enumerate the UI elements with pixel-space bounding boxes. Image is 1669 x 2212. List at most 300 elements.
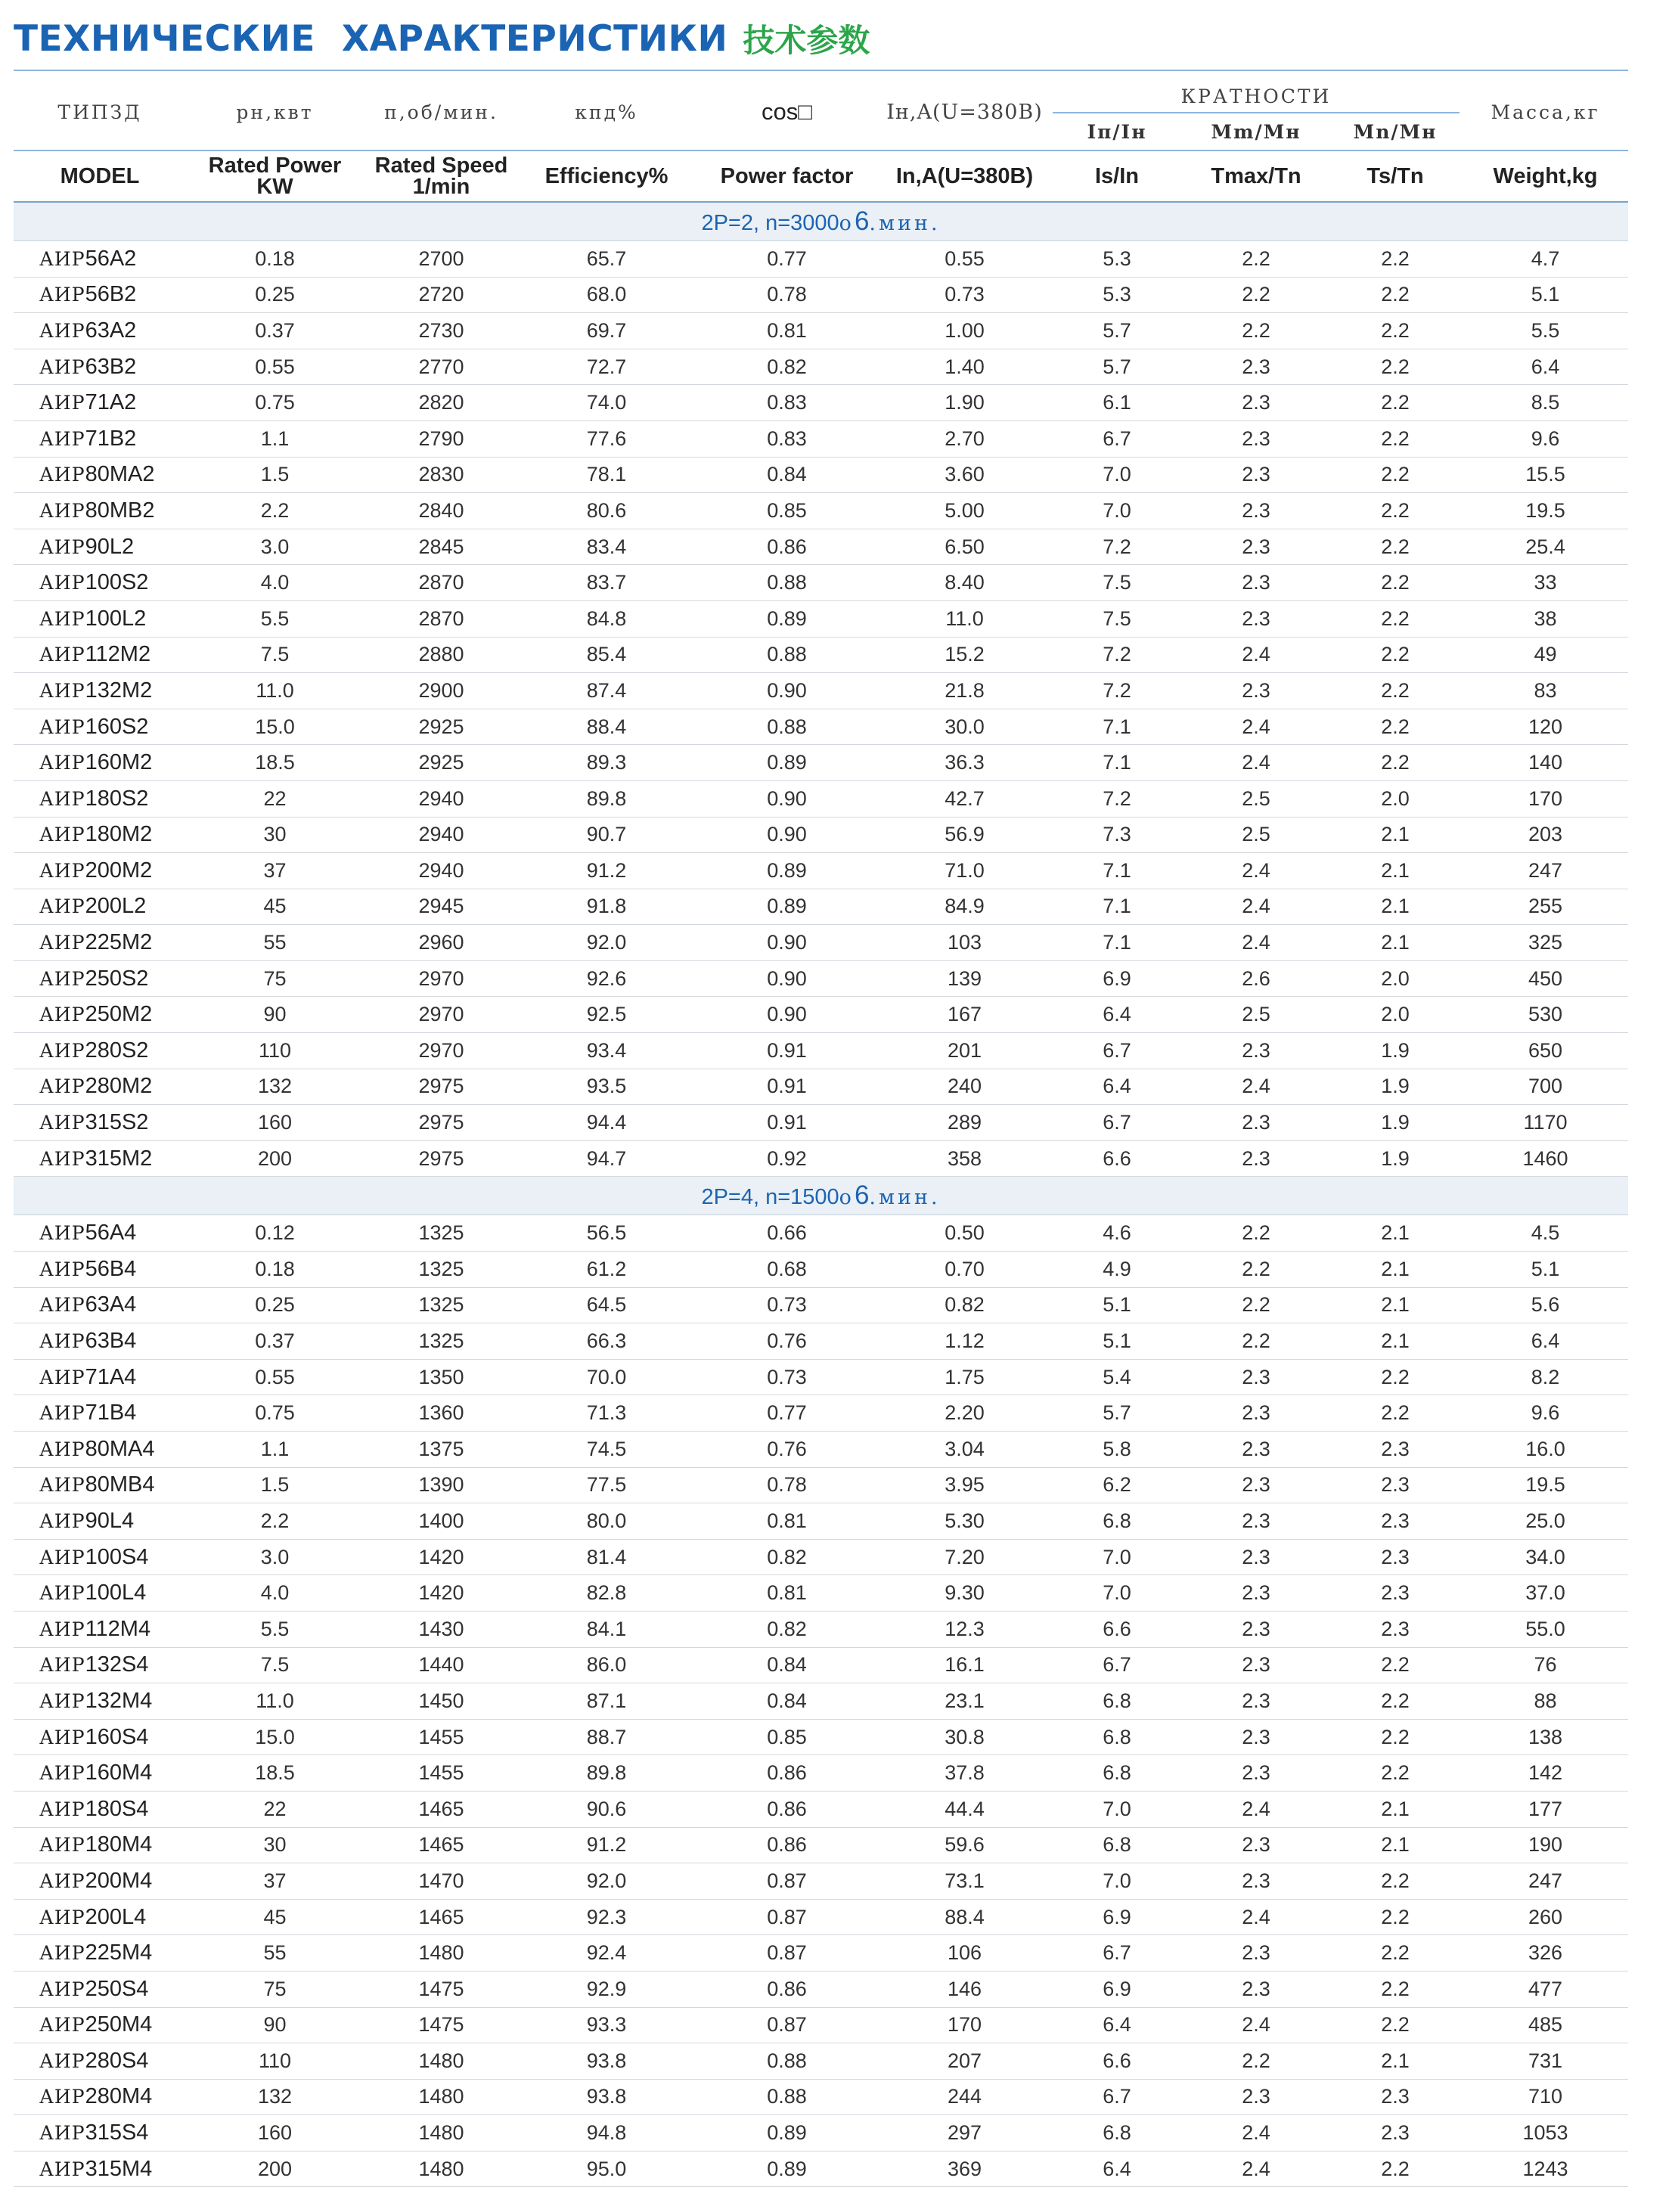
cell-current: 1.40 [879, 349, 1050, 385]
cell-weight: 6.4 [1463, 349, 1628, 385]
table-row [14, 853, 1628, 889]
cell-current: 59.6 [879, 1827, 1050, 1863]
cell-eff: 77.6 [519, 420, 694, 457]
model-prefix: АИР [39, 2049, 85, 2072]
cell-weight: 1460 [1463, 1140, 1628, 1177]
table-row [14, 2151, 1628, 2187]
cell-current: 3.95 [879, 1467, 1050, 1503]
cell-model [14, 1683, 186, 1720]
cell-eff: 93.8 [519, 2043, 694, 2080]
cell-pf: 0.85 [694, 493, 879, 529]
cell-speed: 1470 [364, 1863, 519, 1900]
col-ratio1-ru: Iп/Iн [1087, 120, 1147, 143]
table-row [14, 889, 1628, 925]
model-code: 80MB4 [85, 1472, 155, 1497]
page-title-cn: 技术参数 [743, 22, 870, 59]
cell-eff: 92.4 [519, 1935, 694, 1972]
cell-power: 30 [186, 817, 364, 853]
model-code: 200L2 [85, 894, 147, 919]
cell-pf: 0.82 [694, 1611, 879, 1647]
table-row [14, 600, 1628, 637]
cell-current: 5.30 [879, 1503, 1050, 1540]
model-prefix: АИР [39, 392, 85, 414]
cell-current: 56.9 [879, 817, 1050, 853]
cell-model [14, 493, 186, 529]
cell-power: 55 [186, 925, 364, 961]
cell-weight: 5.6 [1463, 1287, 1628, 1323]
cell-eff: 89.3 [519, 745, 694, 781]
section-header [14, 203, 1628, 241]
cell-current: 5.00 [879, 493, 1050, 529]
table-row [14, 997, 1628, 1033]
cell-pf: 0.86 [694, 1755, 879, 1792]
model-code: 160S2 [85, 714, 149, 739]
col-model-ru: ТИПЗД [57, 101, 142, 123]
cell-power: 75 [186, 1971, 364, 2007]
cell-speed: 2975 [364, 1140, 519, 1177]
col-weight-ru: Масса,кг [1491, 101, 1600, 123]
cell-weight: 16.0 [1463, 1432, 1628, 1468]
model-prefix: АИР [39, 1509, 85, 1532]
cell-weight: 260 [1463, 1899, 1628, 1935]
cell-speed: 1480 [364, 2079, 519, 2115]
col-power-ru: рн,квт [236, 101, 314, 123]
cell-eff: 90.7 [519, 817, 694, 853]
cell-pf: 0.87 [694, 1935, 879, 1972]
cell-power: 15.0 [186, 709, 364, 745]
cell-weight: 140 [1463, 745, 1628, 781]
cell-ratio3: 1.9 [1328, 1140, 1463, 1177]
table-row [14, 925, 1628, 961]
cell-ratio1: 7.1 [1050, 709, 1184, 745]
cell-speed: 2730 [364, 313, 519, 349]
cell-current: 30.8 [879, 1719, 1050, 1755]
model-code: 250M2 [85, 1002, 153, 1027]
cell-speed: 1420 [364, 1575, 519, 1612]
cell-eff: 92.5 [519, 997, 694, 1033]
cell-eff: 82.8 [519, 1575, 694, 1612]
model-code: 80MA4 [85, 1436, 155, 1461]
cell-weight: 5.5 [1463, 313, 1628, 349]
cell-speed: 1480 [364, 2043, 519, 2080]
cell-weight: 9.6 [1463, 420, 1628, 457]
cell-speed: 1325 [364, 1323, 519, 1360]
cell-speed: 2870 [364, 565, 519, 601]
spec-table [14, 74, 1628, 2187]
table-row [14, 673, 1628, 709]
cell-pf: 0.88 [694, 637, 879, 673]
cell-ratio1: 6.8 [1050, 1719, 1184, 1755]
cell-ratio1: 6.8 [1050, 1683, 1184, 1720]
cell-power: 75 [186, 960, 364, 997]
cell-power: 200 [186, 2151, 364, 2187]
cell-model [14, 1359, 186, 1395]
page-title [14, 12, 870, 65]
cell-speed: 1400 [364, 1503, 519, 1540]
cell-current: 44.4 [879, 1791, 1050, 1827]
col-speed-en-label: Rated Speed 1/min [374, 154, 508, 199]
cell-eff: 66.3 [519, 1323, 694, 1360]
cell-power: 0.25 [186, 1287, 364, 1323]
cell-ratio1: 5.7 [1050, 349, 1184, 385]
cell-ratio3: 2.2 [1328, 745, 1463, 781]
table-row [14, 745, 1628, 781]
cell-ratio1: 6.7 [1050, 1935, 1184, 1972]
cell-power: 0.37 [186, 313, 364, 349]
cell-pf: 0.91 [694, 1069, 879, 1105]
cell-power: 90 [186, 997, 364, 1033]
model-code: 280S4 [85, 2048, 149, 2073]
cell-ratio3: 2.2 [1328, 529, 1463, 565]
cell-current: 201 [879, 1033, 1050, 1069]
cell-power: 132 [186, 2079, 364, 2115]
cell-ratio2: 2.3 [1184, 1503, 1328, 1540]
cell-speed: 1360 [364, 1395, 519, 1432]
cell-current: 0.82 [879, 1287, 1050, 1323]
cell-power: 0.18 [186, 241, 364, 278]
model-prefix: АИР [39, 355, 85, 378]
cell-pf: 0.90 [694, 925, 879, 961]
cell-weight: 25.0 [1463, 1503, 1628, 1540]
cell-current: 73.1 [879, 1863, 1050, 1900]
cell-ratio3: 2.1 [1328, 1252, 1463, 1288]
cell-ratio3: 2.1 [1328, 1827, 1463, 1863]
model-prefix: АИР [39, 2086, 85, 2108]
cell-pf: 0.86 [694, 529, 879, 565]
cell-ratio3: 2.2 [1328, 349, 1463, 385]
model-code: 180M2 [85, 822, 153, 847]
cell-ratio1: 7.2 [1050, 780, 1184, 817]
table-row [14, 1503, 1628, 1540]
cell-eff: 81.4 [519, 1539, 694, 1575]
cell-ratio3: 1.9 [1328, 1069, 1463, 1105]
cell-ratio1: 7.1 [1050, 853, 1184, 889]
cell-current: 1.00 [879, 313, 1050, 349]
cell-weight: 203 [1463, 817, 1628, 853]
cell-ratio2: 2.3 [1184, 420, 1328, 457]
cell-weight: 55.0 [1463, 1611, 1628, 1647]
cell-model [14, 385, 186, 421]
table-row [14, 780, 1628, 817]
table-row [14, 1140, 1628, 1177]
cell-ratio3: 2.2 [1328, 1863, 1463, 1900]
cell-current: 88.4 [879, 1899, 1050, 1935]
cell-speed: 2700 [364, 241, 519, 278]
cell-ratio3: 2.1 [1328, 1323, 1463, 1360]
cell-weight: 530 [1463, 997, 1628, 1033]
cell-model [14, 1863, 186, 1900]
cell-speed: 2970 [364, 960, 519, 997]
col-ratio2-en: Tmax/Tn [1211, 164, 1301, 188]
cell-weight: 9.6 [1463, 1395, 1628, 1432]
cell-weight: 37.0 [1463, 1575, 1628, 1612]
cell-ratio3: 2.2 [1328, 1935, 1463, 1972]
cell-pf: 0.88 [694, 2043, 879, 2080]
model-code: 100L2 [85, 606, 147, 631]
cell-eff: 83.7 [519, 565, 694, 601]
cell-ratio1: 5.4 [1050, 1359, 1184, 1395]
model-code: 90L4 [85, 1508, 135, 1533]
model-code: 90L2 [85, 534, 135, 559]
model-code: 180M4 [85, 1832, 153, 1857]
col-group-ratios [1050, 74, 1463, 113]
cell-model [14, 853, 186, 889]
cell-ratio2: 2.4 [1184, 1069, 1328, 1105]
model-code: 180S2 [85, 786, 149, 811]
cell-ratio3: 2.2 [1328, 241, 1463, 278]
cell-ratio2: 2.3 [1184, 1647, 1328, 1683]
cell-ratio3: 2.2 [1328, 709, 1463, 745]
cell-ratio1: 6.8 [1050, 2115, 1184, 2152]
cell-model [14, 1575, 186, 1612]
model-code: 160M2 [85, 750, 153, 775]
table-row [14, 1611, 1628, 1647]
table-row [14, 241, 1628, 278]
cell-ratio1: 6.2 [1050, 1467, 1184, 1503]
cell-weight: 450 [1463, 960, 1628, 997]
table-row [14, 1827, 1628, 1863]
cell-eff: 74.5 [519, 1432, 694, 1468]
cell-pf: 0.88 [694, 2079, 879, 2115]
cell-ratio3: 2.3 [1328, 1575, 1463, 1612]
model-prefix: АИР [39, 752, 85, 774]
cell-weight: 1170 [1463, 1105, 1628, 1141]
cell-current: 358 [879, 1140, 1050, 1177]
cell-ratio3: 2.1 [1328, 1791, 1463, 1827]
model-prefix: АИР [39, 1942, 85, 1965]
cell-power: 7.5 [186, 637, 364, 673]
cell-power: 1.1 [186, 420, 364, 457]
cell-current: 0.50 [879, 1215, 1050, 1252]
cell-ratio3: 2.2 [1328, 1647, 1463, 1683]
cell-power: 11.0 [186, 1683, 364, 1720]
table-row [14, 2079, 1628, 2115]
model-prefix: АИР [39, 1654, 85, 1677]
model-prefix: АИР [39, 1978, 85, 2000]
col-ratio3-ru: Mn/Mн [1353, 120, 1438, 143]
cell-model [14, 1503, 186, 1540]
cell-speed: 1325 [364, 1287, 519, 1323]
cell-model [14, 457, 186, 493]
cell-eff: 69.7 [519, 313, 694, 349]
section-label-part: 2P=2, n=3000 [701, 211, 839, 235]
cell-weight: 1053 [1463, 2115, 1628, 2152]
table-row [14, 2007, 1628, 2043]
section-label [14, 203, 1628, 241]
cell-ratio1: 7.0 [1050, 1539, 1184, 1575]
cell-ratio2: 2.2 [1184, 241, 1328, 278]
model-code: 100S2 [85, 570, 149, 595]
model-prefix: АИР [39, 1689, 85, 1712]
cell-ratio1: 6.4 [1050, 997, 1184, 1033]
cell-weight: 485 [1463, 2007, 1628, 2043]
cell-power: 200 [186, 1140, 364, 1177]
cell-speed: 1455 [364, 1719, 519, 1755]
table-row [14, 637, 1628, 673]
cell-power: 110 [186, 1033, 364, 1069]
cell-pf: 0.68 [694, 1252, 879, 1288]
cell-model [14, 1105, 186, 1141]
cell-ratio2: 2.3 [1184, 1105, 1328, 1141]
cell-eff: 78.1 [519, 457, 694, 493]
cell-power: 0.75 [186, 385, 364, 421]
cell-speed: 2840 [364, 493, 519, 529]
cell-ratio2: 2.3 [1184, 1611, 1328, 1647]
cell-power: 1.1 [186, 1432, 364, 1468]
cell-ratio2: 2.3 [1184, 1971, 1328, 2007]
cell-speed: 1450 [364, 1683, 519, 1720]
cell-weight: 700 [1463, 1069, 1628, 1105]
table-row [14, 2043, 1628, 2080]
model-code: 315M4 [85, 2156, 153, 2181]
cell-model [14, 637, 186, 673]
cell-current: 103 [879, 925, 1050, 961]
cell-ratio2: 2.4 [1184, 1791, 1328, 1827]
model-prefix: АИР [39, 895, 85, 918]
cell-model [14, 997, 186, 1033]
cell-speed: 2940 [364, 817, 519, 853]
cell-eff: 93.8 [519, 2079, 694, 2115]
cell-pf: 0.73 [694, 1359, 879, 1395]
model-prefix: АИР [39, 824, 85, 846]
cell-model [14, 1719, 186, 1755]
cell-pf: 0.89 [694, 2115, 879, 2152]
cell-eff: 68.0 [519, 277, 694, 313]
cell-pf: 0.90 [694, 673, 879, 709]
cell-power: 22 [186, 1791, 364, 1827]
cell-ratio1: 4.6 [1050, 1215, 1184, 1252]
cell-speed: 1475 [364, 2007, 519, 2043]
cell-ratio2: 2.3 [1184, 1140, 1328, 1177]
cell-model [14, 780, 186, 817]
cell-speed: 2900 [364, 673, 519, 709]
cell-ratio3: 2.0 [1328, 997, 1463, 1033]
model-prefix: АИР [39, 1834, 85, 1857]
model-prefix: АИР [39, 1258, 85, 1280]
cell-ratio2: 2.4 [1184, 745, 1328, 781]
cell-ratio2: 2.3 [1184, 1755, 1328, 1792]
cell-model [14, 241, 186, 278]
cell-speed: 1475 [364, 1971, 519, 2007]
model-prefix: АИР [39, 787, 85, 810]
model-code: 250M4 [85, 2012, 153, 2037]
cell-pf: 0.91 [694, 1105, 879, 1141]
cell-pf: 0.89 [694, 745, 879, 781]
cell-model [14, 2043, 186, 2080]
cell-weight: 247 [1463, 1863, 1628, 1900]
col-ratio1-en: Is/In [1094, 164, 1139, 188]
model-code: 315S4 [85, 2120, 149, 2145]
cell-speed: 2830 [364, 457, 519, 493]
cell-current: 240 [879, 1069, 1050, 1105]
cell-model [14, 1432, 186, 1468]
cell-pf: 0.88 [694, 565, 879, 601]
cell-ratio1: 7.0 [1050, 1575, 1184, 1612]
cell-current: 7.20 [879, 1539, 1050, 1575]
model-code: 132M2 [85, 678, 153, 703]
cell-model [14, 960, 186, 997]
cell-eff: 89.8 [519, 780, 694, 817]
cell-ratio1: 5.3 [1050, 277, 1184, 313]
model-code: 71A2 [85, 390, 137, 415]
cell-ratio2: 2.2 [1184, 313, 1328, 349]
cell-ratio2: 2.2 [1184, 1323, 1328, 1360]
cell-pf: 0.86 [694, 1971, 879, 2007]
cell-ratio1: 5.1 [1050, 1287, 1184, 1323]
cell-eff: 85.4 [519, 637, 694, 673]
table-row [14, 349, 1628, 385]
cell-ratio2: 2.3 [1184, 1719, 1328, 1755]
cell-model [14, 1252, 186, 1288]
cell-pf: 0.83 [694, 420, 879, 457]
model-prefix: АИР [39, 1798, 85, 1820]
cell-ratio2: 2.3 [1184, 349, 1328, 385]
cell-ratio2: 2.4 [1184, 925, 1328, 961]
cell-ratio1: 6.7 [1050, 1105, 1184, 1141]
cell-eff: 93.4 [519, 1033, 694, 1069]
cell-ratio3: 2.2 [1328, 1395, 1463, 1432]
cell-weight: 8.2 [1463, 1359, 1628, 1395]
cell-ratio1: 6.8 [1050, 1755, 1184, 1792]
cell-ratio1: 6.7 [1050, 1033, 1184, 1069]
model-prefix: АИР [39, 1112, 85, 1134]
cell-eff: 77.5 [519, 1467, 694, 1503]
cell-pf: 0.90 [694, 780, 879, 817]
cell-weight: 5.1 [1463, 1252, 1628, 1288]
model-prefix: АИР [39, 644, 85, 666]
cell-eff: 80.6 [519, 493, 694, 529]
cell-ratio1: 6.7 [1050, 2079, 1184, 2115]
cell-speed: 1480 [364, 1935, 519, 1972]
cell-power: 4.0 [186, 1575, 364, 1612]
cell-ratio3: 2.2 [1328, 1971, 1463, 2007]
model-code: 63A4 [85, 1292, 137, 1317]
cell-power: 7.5 [186, 1647, 364, 1683]
cell-ratio1: 6.9 [1050, 1899, 1184, 1935]
cell-power: 3.0 [186, 529, 364, 565]
cell-ratio1: 7.5 [1050, 600, 1184, 637]
cell-ratio1: 5.3 [1050, 241, 1184, 278]
cell-current: 3.60 [879, 457, 1050, 493]
table-row [14, 493, 1628, 529]
cell-pf: 0.87 [694, 1899, 879, 1935]
cell-eff: 86.0 [519, 1647, 694, 1683]
cell-ratio2: 2.4 [1184, 709, 1328, 745]
table-row [14, 1575, 1628, 1612]
cell-pf: 0.91 [694, 1033, 879, 1069]
cell-weight: 255 [1463, 889, 1628, 925]
model-prefix: АИР [39, 1330, 85, 1353]
cell-speed: 2940 [364, 780, 519, 817]
model-prefix: АИР [39, 535, 85, 558]
cell-weight: 6.4 [1463, 1323, 1628, 1360]
cell-ratio1: 6.4 [1050, 2007, 1184, 2043]
section-label [14, 1177, 1628, 1215]
cell-pf: 0.78 [694, 1467, 879, 1503]
model-code: 160M4 [85, 1761, 153, 1785]
cell-speed: 1390 [364, 1467, 519, 1503]
table-row [14, 817, 1628, 853]
cell-current: 1.75 [879, 1359, 1050, 1395]
cell-ratio3: 2.2 [1328, 673, 1463, 709]
cell-pf: 0.89 [694, 2151, 879, 2187]
cell-ratio1: 7.5 [1050, 565, 1184, 601]
cell-eff: 74.0 [519, 385, 694, 421]
table-row [14, 2115, 1628, 2152]
model-prefix: АИР [39, 499, 85, 522]
cell-model [14, 745, 186, 781]
table-row [14, 1395, 1628, 1432]
